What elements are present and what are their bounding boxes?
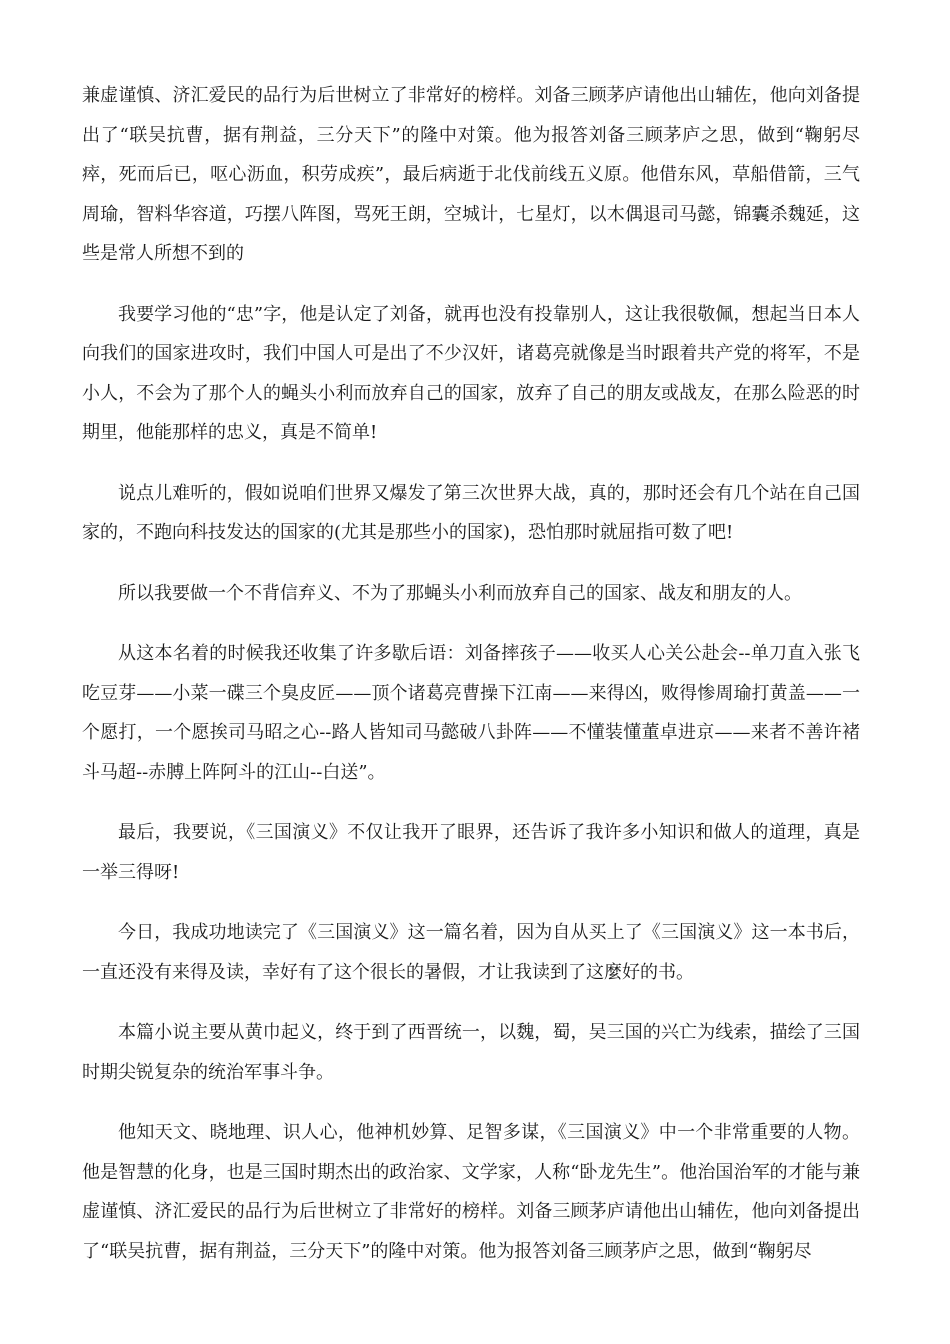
paragraph-6: 最后，我要说，《三国演义》不仅让我开了眼界，还告诉了我许多小知识和做人的道理，真是一举三得呀! (82, 822, 860, 883)
paragraph-9: 他知天文、晓地理、识人心，他神机妙算、足智多谋，《三国演义》中一个非常重要的人物。他是智慧的化身，也是三国时期杰出的政治家、文学家，人称“卧龙先生”。他治国治军的才能与兼虚谨慎、济汇爱民的品行为后世树立了非常好的榜样。刘备三顾茅庐请他出山辅佐，他向刘备提出了“联吴抗曹，据有荆益，三分天下”的隆中对策。他为报答刘备三顾茅庐之思，做到“鞠躬尽 (82, 1122, 860, 1262)
document-page (82, 76, 860, 1271)
paragraph-2: 我要学习他的“忠”字，他是认定了刘备，就再也没有投靠别人，这让我很敬佩，想起当日本人向我们的国家进攻时，我们中国人可是出了不少汉奸，诸葛亮就像是当时跟着共产党的将军，不是小人，不会为了那个人的蝇头小利而放弃自己的国家，放弃了自己的朋友或战友，在那么险恶的时期里，他能那样的忠义，真是不简单! (82, 303, 860, 443)
paragraph-4: 所以我要做一个不背信弃义、不为了那蝇头小利而放弃自己的国家、战友和朋友的人。 (118, 582, 802, 604)
paragraph-7: 今日，我成功地读完了《三国演义》这一篇名着，因为自从买上了《三国演义》这一本书后，一直还没有来得及读，幸好有了这个很长的暑假，才让我读到了这麼好的书。 (82, 922, 860, 983)
paragraph-3: 说点儿难听的，假如说咱们世界又爆发了第三次世界大战，真的，那时还会有几个站在自己国家的，不跑向科技发达的国家的(尤其是那些小的国家)，恐怕那时就屈指可数了吧! (82, 482, 860, 543)
paragraph-5: 从这本名着的时候我还收集了许多歇后语：刘备摔孩子——收买人心关公赴会--单刀直入张飞吃豆芽——小菜一碟三个臭皮匠——顶个诸葛亮曹操下江南——来得凶，败得惨周瑜打黄盖——一个愿打，一个愿挨司马昭之心--路人皆知司马懿破八卦阵——不懂装懂董卓进京——来者不善许褚斗马超--赤膊上阵阿斗的江山--白送”。 (82, 643, 860, 783)
paragraph-1: 兼虚谨慎、济汇爱民的品行为后世树立了非常好的榜样。刘备三顾茅庐请他出山辅佐，他向刘备提出了“联吴抗曹，据有荆益，三分天下”的隆中对策。他为报答刘备三顾茅庐之思，做到“鞠躬尽瘁，死而后已，呕心沥血，积劳成疾”，最后病逝于北伐前线五义原。他借东风，草船借箭，三气周瑜，智料华容道，巧摆八阵图，骂死王朗，空城计，七星灯，以木偶退司马懿，锦囊杀魏延，这些是常人所想不到的 (82, 85, 860, 264)
paragraph-8: 本篇小说主要从黄巾起义，终于到了西晋统一，以魏，蜀，吴三国的兴亡为线索，描绘了三国时期尖锐复杂的统治军事斗争。 (82, 1022, 860, 1083)
